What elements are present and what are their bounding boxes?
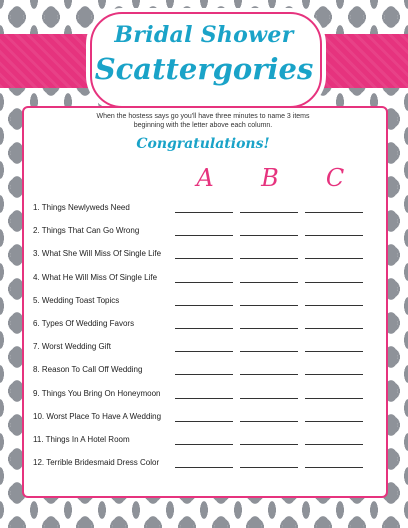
answer-blank-b <box>240 212 298 213</box>
category-row <box>33 457 373 469</box>
category-row <box>33 411 373 423</box>
answer-blank-b <box>240 282 298 283</box>
answer-blank-b <box>240 258 298 259</box>
category-label: 3. What She Will Miss Of Single Life <box>33 249 162 259</box>
answer-blank-c <box>305 305 363 306</box>
title-line-1: Bridal Shower <box>114 22 294 48</box>
answer-blank-a <box>175 374 233 375</box>
category-label: 9. Things You Bring On Honeymoon <box>33 388 161 398</box>
category-row <box>33 248 373 260</box>
answer-blank-a <box>175 351 233 352</box>
category-row <box>33 388 373 400</box>
answer-blank-a <box>175 328 233 329</box>
category-row <box>33 364 373 376</box>
category-label: 10. Worst Place To Have A Wedding <box>33 411 162 421</box>
column-header-a: A <box>196 164 214 192</box>
column-header-b: B <box>261 164 279 192</box>
category-label: 7. Worst Wedding Gift <box>33 342 111 352</box>
answer-blank-c <box>305 351 363 352</box>
category-row <box>33 341 373 353</box>
answer-blank-c <box>305 235 363 236</box>
answer-blank-a <box>175 421 233 422</box>
answer-blank-b <box>240 328 298 329</box>
answer-blank-b <box>240 421 298 422</box>
answer-blank-c <box>305 282 363 283</box>
category-row <box>33 225 373 237</box>
category-label: 11. Things In A Hotel Room <box>33 435 130 444</box>
answer-blank-c <box>305 258 363 259</box>
title-line-2: Scattergories <box>94 52 314 86</box>
answer-blank-b <box>240 351 298 352</box>
answer-blank-b <box>240 398 298 399</box>
answer-blank-b <box>240 305 298 306</box>
category-row <box>33 272 373 284</box>
congratulations-heading: Congratulations! <box>136 136 270 152</box>
answer-blank-c <box>305 467 363 468</box>
answer-blank-c <box>305 444 363 445</box>
category-label: 1. Things Newlyweds Need <box>33 203 130 212</box>
instructions-line-1: When the hostess says go you'll have three minutes to name 3 items <box>96 113 310 120</box>
answer-blank-b <box>240 235 298 236</box>
answer-blank-c <box>305 212 363 213</box>
answer-blank-a <box>175 282 233 283</box>
category-row <box>33 318 373 330</box>
answer-blank-b <box>240 374 298 375</box>
column-header-c: C <box>325 164 345 192</box>
instructions-line-2: beginning with the letter above each column. <box>133 122 273 129</box>
answer-blank-a <box>175 258 233 259</box>
category-row <box>33 295 373 307</box>
answer-blank-a <box>175 235 233 236</box>
answer-blank-a <box>175 467 233 468</box>
category-label: 6. Types Of Wedding Favors <box>33 319 135 328</box>
category-row <box>33 434 373 446</box>
answer-blank-c <box>305 328 363 329</box>
answer-blank-b <box>240 467 298 468</box>
answer-blank-b <box>240 444 298 445</box>
answer-blank-c <box>305 398 363 399</box>
category-label: 8. Reason To Call Off Wedding <box>33 365 143 375</box>
instructions <box>22 112 384 130</box>
answer-blank-a <box>175 212 233 213</box>
category-label: 12. Terrible Bridesmaid Dress Color <box>33 458 160 468</box>
answer-blank-c <box>305 374 363 375</box>
answer-blank-a <box>175 398 233 399</box>
answer-blank-a <box>175 305 233 306</box>
category-label: 5. Wedding Toast Topics <box>33 295 120 305</box>
category-row <box>33 202 373 214</box>
category-label: 2. Things That Can Go Wrong <box>33 226 140 236</box>
category-label: 4. What He Will Miss Of Single Life <box>33 272 158 282</box>
answer-blank-c <box>305 421 363 422</box>
answer-blank-a <box>175 444 233 445</box>
